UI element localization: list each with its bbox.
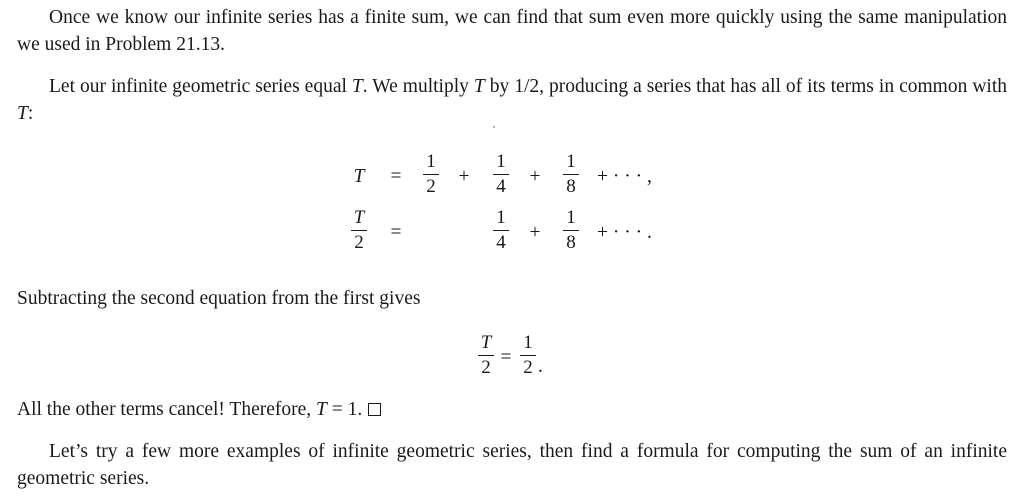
- frac-numerator: 1: [496, 151, 506, 172]
- frac-bar: [478, 355, 494, 356]
- text-segment: . We multiply: [362, 76, 474, 97]
- frac-bar: [563, 174, 579, 175]
- eq2-equals: =: [390, 222, 402, 243]
- eq1-equals: =: [390, 166, 402, 187]
- eq3-equals: =: [500, 347, 512, 368]
- frac-bar: [493, 174, 509, 175]
- text-segment: by 1/2, producing a series that has all of its terms in common with: [484, 76, 1007, 97]
- frac-bar: [423, 174, 439, 175]
- eq3-lhs-frac: [476, 332, 496, 379]
- frac-numerator: 1: [496, 207, 506, 228]
- math-variable-t: T: [17, 103, 28, 124]
- math-variable-t: T: [473, 76, 485, 97]
- eq1-frac-1-2: [421, 151, 441, 198]
- frac-denominator: 8: [566, 232, 576, 253]
- eq1-frac-1-4: [491, 151, 511, 198]
- eq1-lhs: T: [353, 166, 365, 187]
- eq1-frac-1-8: [561, 151, 581, 198]
- eq2-frac-1-8: [561, 207, 581, 254]
- frac-denominator: 8: [566, 176, 576, 197]
- eq2-tail: + · · · .: [597, 222, 652, 243]
- stray-dot-mark: [493, 126, 495, 128]
- eq1-tail: + · · · ,: [597, 166, 652, 187]
- eq2-frac-1-4: [491, 207, 511, 254]
- frac-bar: [351, 230, 367, 231]
- frac-denominator: 2: [523, 357, 533, 378]
- frac-bar: [563, 230, 579, 231]
- frac-numerator: 1: [426, 151, 436, 172]
- qed-square-icon: [368, 403, 381, 416]
- frac-numerator: 1: [566, 151, 576, 172]
- frac-denominator: 2: [481, 357, 491, 378]
- text-segment: All the other terms cancel! Therefore,: [17, 399, 317, 420]
- frac-numerator: 1: [523, 332, 533, 353]
- frac-bar: [520, 355, 536, 356]
- frac-denominator: 4: [496, 232, 506, 253]
- frac-numerator: 1: [566, 207, 576, 228]
- text-segment: = 1.: [326, 399, 363, 420]
- paragraph-let-series: [17, 73, 1007, 127]
- paragraph-more-examples: Let’s try a few more examples of infinite geometric series, then find a formula for computing the sum of an infinite geometric series.: [17, 441, 1007, 489]
- text-segment: Let our infinite geometric series equal: [49, 76, 352, 97]
- math-variable-t: T: [316, 399, 327, 420]
- paragraph-terms-cancel: [17, 396, 1007, 423]
- frac-denominator: 2: [426, 176, 436, 197]
- math-variable-t: T: [351, 76, 363, 97]
- frac-numerator: T: [353, 207, 365, 228]
- eq1-plus-1: +: [458, 166, 470, 187]
- eq2-lhs-frac: [349, 207, 369, 254]
- frac-numerator: T: [480, 332, 492, 353]
- eq3-period: .: [538, 356, 543, 377]
- eq2-plus: +: [529, 222, 541, 243]
- eq1-plus-2: +: [529, 166, 541, 187]
- paragraph-finite-sum: Once we know our infinite series has a finite sum, we can find that sum even more quickly using the same manipulation we used in Problem 21.13.: [17, 7, 1007, 55]
- text-segment: :: [27, 103, 34, 124]
- frac-denominator: 2: [354, 232, 364, 253]
- eq3-rhs-frac: [518, 332, 538, 379]
- frac-bar: [493, 230, 509, 231]
- paragraph-subtracting: Subtracting the second equation from the first gives: [17, 288, 421, 309]
- frac-denominator: 4: [496, 176, 506, 197]
